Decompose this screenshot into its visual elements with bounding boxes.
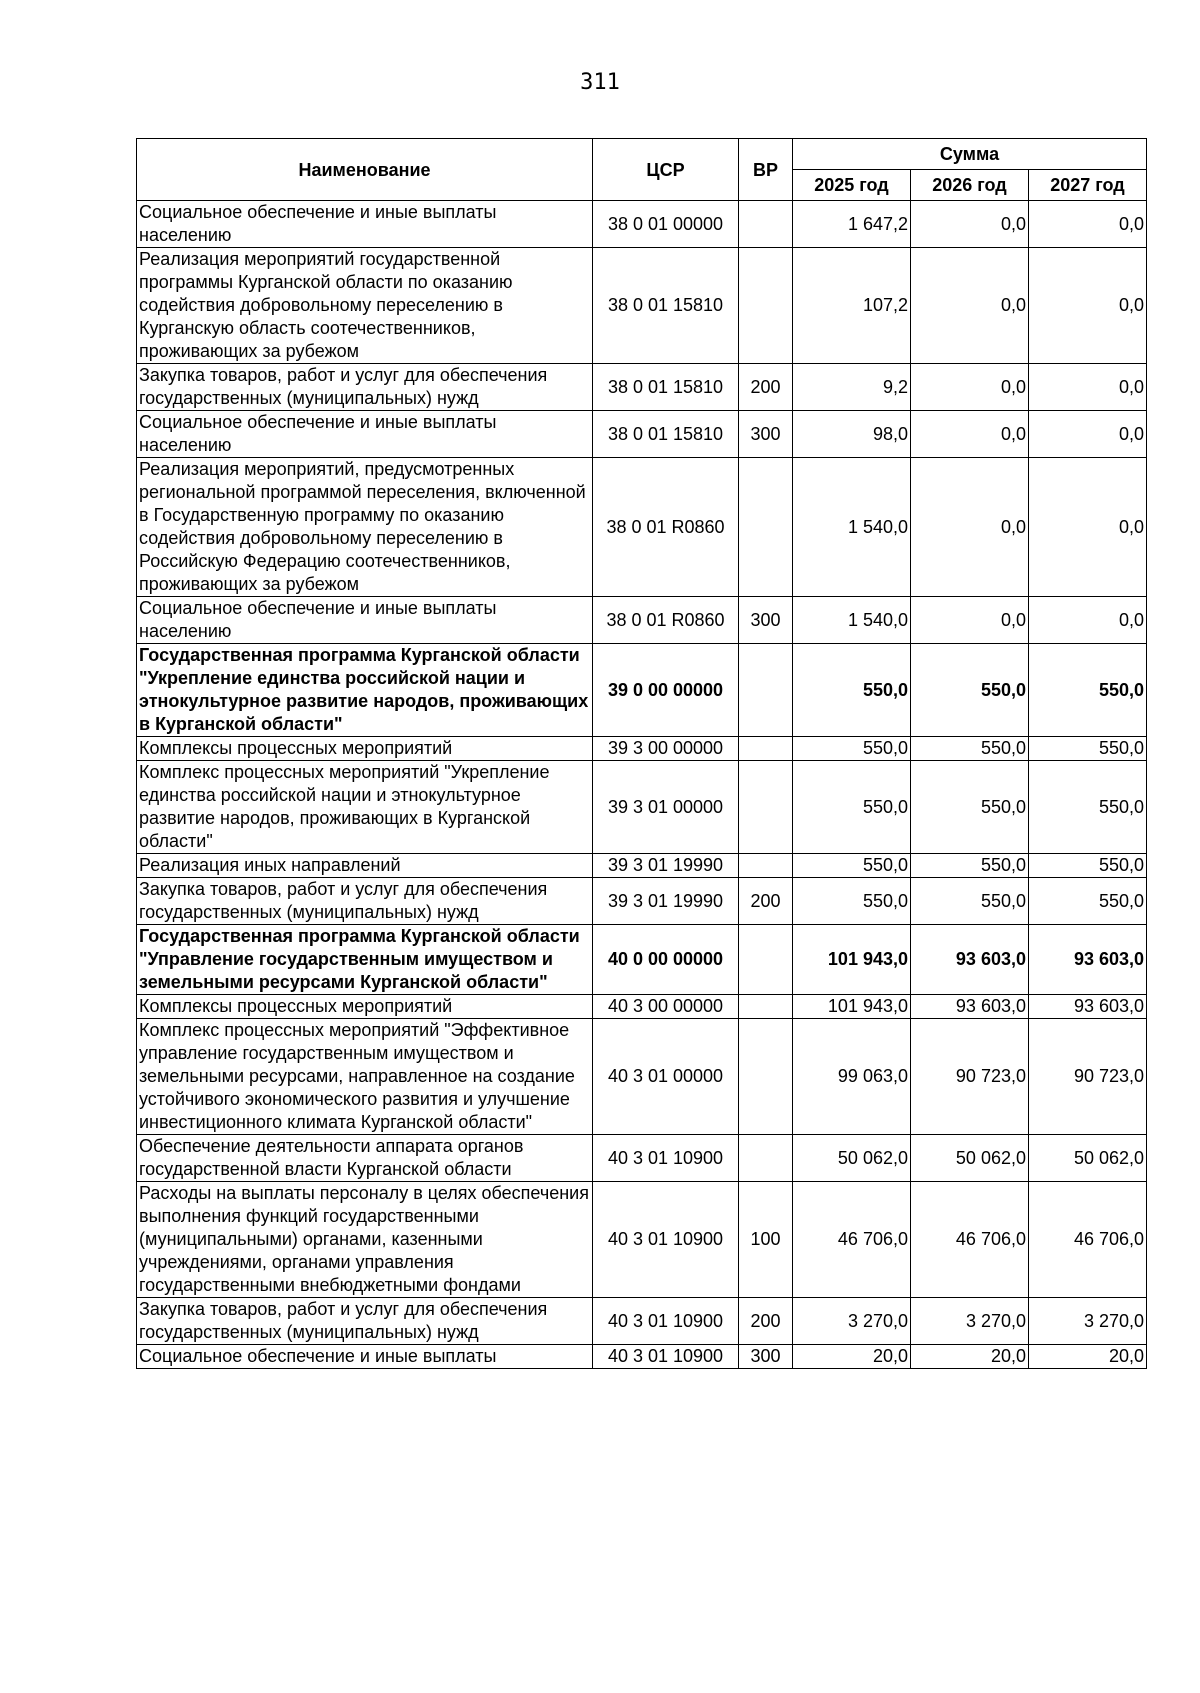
header-row-1 [137,139,1147,170]
row-csr: 38 0 01 15810 [593,411,739,458]
row-vr [739,458,793,597]
row-name: Социальное обеспечение и иные выплаты населению [137,411,593,458]
row-value-2027: 550,0 [1029,854,1147,878]
table-row [137,1182,1147,1298]
row-value-2025: 99 063,0 [793,1019,911,1135]
row-csr: 38 0 01 R0860 [593,458,739,597]
row-value-2025: 20,0 [793,1345,911,1369]
row-value-2026: 93 603,0 [911,925,1029,995]
row-name: Социальное обеспечение и иные выплаты [137,1345,593,1369]
row-value-2027: 0,0 [1029,458,1147,597]
header-vr: ВР [739,139,793,201]
row-vr [739,1135,793,1182]
row-vr [739,854,793,878]
row-value-2027: 20,0 [1029,1345,1147,1369]
row-value-2025: 1 647,2 [793,201,911,248]
row-name: Социальное обеспечение и иные выплаты населению [137,201,593,248]
row-vr [739,1019,793,1135]
page-number: 311 [580,70,620,95]
table-row [137,201,1147,248]
header-sum: Сумма [793,139,1147,170]
row-value-2025: 101 943,0 [793,925,911,995]
row-value-2025: 107,2 [793,248,911,364]
row-name: Закупка товаров, работ и услуг для обеспечения государственных (муниципальных) нужд [137,1298,593,1345]
table-row [137,854,1147,878]
row-csr: 39 3 01 00000 [593,761,739,854]
row-value-2027: 46 706,0 [1029,1182,1147,1298]
header-2027: 2027 год [1029,170,1147,201]
row-value-2026: 0,0 [911,201,1029,248]
row-value-2027: 0,0 [1029,201,1147,248]
table-row [137,458,1147,597]
row-value-2026: 20,0 [911,1345,1029,1369]
row-vr [739,925,793,995]
row-value-2026: 0,0 [911,364,1029,411]
table-row [137,1135,1147,1182]
row-value-2025: 550,0 [793,737,911,761]
row-value-2027: 0,0 [1029,597,1147,644]
row-value-2026: 46 706,0 [911,1182,1029,1298]
row-value-2026: 0,0 [911,458,1029,597]
table-row [137,1298,1147,1345]
row-vr: 200 [739,364,793,411]
table-row [137,597,1147,644]
row-value-2025: 1 540,0 [793,458,911,597]
row-vr [739,644,793,737]
table-row [137,737,1147,761]
row-value-2027: 90 723,0 [1029,1019,1147,1135]
table-row [137,364,1147,411]
row-value-2027: 0,0 [1029,411,1147,458]
row-value-2026: 550,0 [911,644,1029,737]
header-csr: ЦСР [593,139,739,201]
table-row [137,878,1147,925]
row-name: Закупка товаров, работ и услуг для обеспечения государственных (муниципальных) нужд [137,878,593,925]
row-value-2027: 550,0 [1029,644,1147,737]
row-name: Государственная программа Курганской области "Укрепление единства российской нации и этнокультурное развитие народов, проживающих в Курганской области" [137,644,593,737]
row-csr: 40 3 00 00000 [593,995,739,1019]
header-name: Наименование [137,139,593,201]
row-value-2027: 93 603,0 [1029,925,1147,995]
row-value-2027: 0,0 [1029,248,1147,364]
row-value-2027: 550,0 [1029,761,1147,854]
row-csr: 38 0 01 15810 [593,248,739,364]
row-csr: 39 0 00 00000 [593,644,739,737]
table-row [137,995,1147,1019]
table-row [137,644,1147,737]
row-name: Обеспечение деятельности аппарата органов государственной власти Курганской области [137,1135,593,1182]
row-csr: 40 3 01 10900 [593,1298,739,1345]
table-row [137,248,1147,364]
table-body [137,201,1147,1369]
row-value-2025: 550,0 [793,878,911,925]
row-value-2025: 98,0 [793,411,911,458]
row-value-2026: 3 270,0 [911,1298,1029,1345]
row-name: Комплексы процессных мероприятий [137,995,593,1019]
row-value-2026: 0,0 [911,248,1029,364]
row-value-2026: 90 723,0 [911,1019,1029,1135]
row-csr: 39 3 01 19990 [593,854,739,878]
row-vr: 100 [739,1182,793,1298]
row-vr: 200 [739,878,793,925]
row-value-2027: 93 603,0 [1029,995,1147,1019]
row-csr: 40 3 01 00000 [593,1019,739,1135]
row-value-2027: 0,0 [1029,364,1147,411]
row-vr: 300 [739,597,793,644]
row-vr: 300 [739,1345,793,1369]
row-csr: 40 3 01 10900 [593,1345,739,1369]
table-row [137,411,1147,458]
header-2025: 2025 год [793,170,911,201]
row-value-2025: 9,2 [793,364,911,411]
row-vr [739,248,793,364]
table-row [137,1019,1147,1135]
row-value-2026: 50 062,0 [911,1135,1029,1182]
row-name: Социальное обеспечение и иные выплаты населению [137,597,593,644]
row-name: Расходы на выплаты персоналу в целях обеспечения выполнения функций государственными (муниципальными) органами, казенными учреждениями, органами управления государственными внебюджетными фондами [137,1182,593,1298]
row-value-2026: 0,0 [911,597,1029,644]
row-csr: 40 3 01 10900 [593,1135,739,1182]
row-name: Комплекс процессных мероприятий "Укрепление единства российской нации и этнокультурное развитие народов, проживающих в Курганской области" [137,761,593,854]
row-value-2026: 93 603,0 [911,995,1029,1019]
row-value-2025: 46 706,0 [793,1182,911,1298]
row-csr: 38 0 01 R0860 [593,597,739,644]
row-name: Государственная программа Курганской области "Управление государственным имуществом и земельными ресурсами Курганской области" [137,925,593,995]
row-value-2027: 3 270,0 [1029,1298,1147,1345]
row-value-2026: 0,0 [911,411,1029,458]
table-row [137,925,1147,995]
budget-table [136,138,1147,1369]
row-value-2025: 101 943,0 [793,995,911,1019]
row-vr [739,761,793,854]
header-2026: 2026 год [911,170,1029,201]
row-value-2025: 1 540,0 [793,597,911,644]
row-name: Реализация мероприятий государственной программы Курганской области по оказанию содействия добровольному переселению в Курганскую область соотечественников, проживающих за рубежом [137,248,593,364]
row-csr: 38 0 01 00000 [593,201,739,248]
table-row [137,761,1147,854]
row-name: Закупка товаров, работ и услуг для обеспечения государственных (муниципальных) нужд [137,364,593,411]
row-vr [739,201,793,248]
row-value-2025: 50 062,0 [793,1135,911,1182]
row-vr [739,737,793,761]
row-value-2025: 550,0 [793,761,911,854]
row-name: Комплексы процессных мероприятий [137,737,593,761]
row-value-2026: 550,0 [911,761,1029,854]
row-value-2027: 50 062,0 [1029,1135,1147,1182]
row-name: Реализация мероприятий, предусмотренных региональной программой переселения, включенной в Государственную программу по оказанию содействия добровольному переселению в Российскую Федерацию соотечественников, проживающих за рубежом [137,458,593,597]
row-name: Комплекс процессных мероприятий "Эффективное управление государственным имуществом и земельными ресурсами, направленное на создание устойчивого экономического развития и улучшение инвестиционного климата Курганской области" [137,1019,593,1135]
row-name: Реализация иных направлений [137,854,593,878]
row-csr: 38 0 01 15810 [593,364,739,411]
row-csr: 39 3 01 19990 [593,878,739,925]
table-row [137,1345,1147,1369]
row-vr [739,995,793,1019]
row-value-2025: 550,0 [793,854,911,878]
row-value-2026: 550,0 [911,878,1029,925]
row-vr: 300 [739,411,793,458]
row-value-2027: 550,0 [1029,878,1147,925]
row-vr: 200 [739,1298,793,1345]
row-value-2025: 550,0 [793,644,911,737]
row-csr: 39 3 00 00000 [593,737,739,761]
row-csr: 40 3 01 10900 [593,1182,739,1298]
row-value-2025: 3 270,0 [793,1298,911,1345]
row-value-2026: 550,0 [911,737,1029,761]
row-csr: 40 0 00 00000 [593,925,739,995]
row-value-2026: 550,0 [911,854,1029,878]
row-value-2027: 550,0 [1029,737,1147,761]
